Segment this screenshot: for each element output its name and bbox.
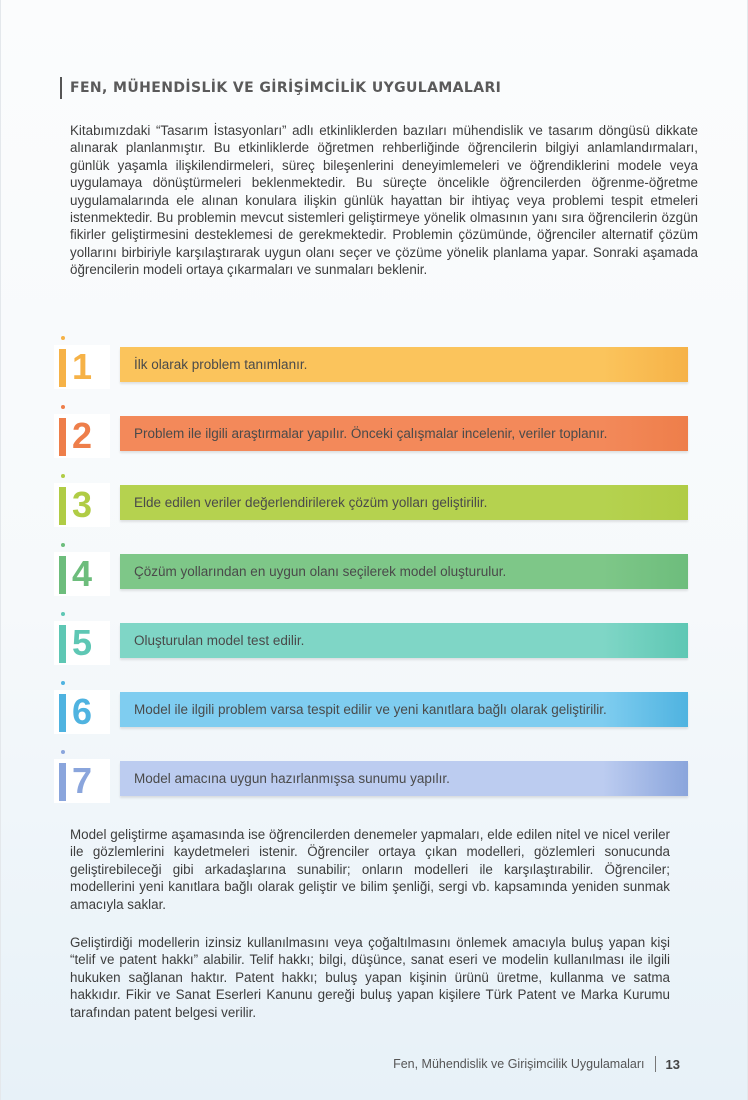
step-bar: Model amacına uygun hazırlanmışsa sunumu yapılır. [120, 761, 688, 796]
step-accent [59, 556, 66, 594]
step-bar: İlk olarak problem tanımlanır. [120, 347, 688, 382]
step-3 [48, 476, 690, 536]
step-number: 6 [71, 691, 93, 732]
step-dot [61, 474, 65, 478]
step-dot [61, 405, 65, 409]
step-7 [48, 752, 690, 812]
step-dot [61, 750, 65, 754]
step-1 [48, 338, 690, 398]
step-accent [59, 763, 66, 801]
step-accent [59, 418, 66, 456]
step-bar: Problem ile ilgili araştırmalar yapılır. Önceki çalışmalar incelenir, veriler toplanır. [120, 416, 688, 451]
step-2 [48, 407, 690, 467]
step-number: 3 [71, 484, 93, 525]
heading-bar [60, 77, 62, 99]
step-bar: Elde edilen veriler değerlendirilerek çözüm yolları geliştirilir. [120, 485, 688, 520]
page-number: 13 [665, 1056, 680, 1072]
footer-title: Fen, Mühendislik ve Girişimcilik Uygulamaları [393, 1057, 645, 1071]
step-number: 7 [71, 760, 93, 801]
step-bar: Çözüm yollarından en uygun olanı seçilerek model oluşturulur. [120, 554, 688, 589]
step-number: 1 [71, 346, 93, 387]
step-dot [61, 336, 65, 340]
step-4 [48, 545, 690, 605]
step-bar: Oluşturulan model test edilir. [120, 623, 688, 658]
heading-text: FEN, MÜHENDİSLİK VE GİRİŞİMCİLİK UYGULAMALARI [70, 80, 502, 96]
step-dot [61, 681, 65, 685]
outro-paragraph-2: Geliştirdiği modellerin izinsiz kullanılmasını veya çoğaltılmasını önlemek amacıyla buluş yapan kişi “telif ve patent hakkı” alabilir. Telif hakkı; bilgi, düşünce, sanat eseri ve modelin kullanılması ile ilgili hukuken sağlanan haktır. Patent hakkı; buluş yapan kişinin ürünü üretme, kullanma ve satma hakkıdır. Fikir ve Sanat Eserleri Kanunu gereği buluş yapan kişilere Türk Patent ve Marka Kurumu tarafından patent belgesi verilir. [70, 935, 670, 1020]
step-accent [59, 694, 66, 732]
step-accent [59, 487, 66, 525]
step-accent [59, 349, 66, 387]
footer-separator [655, 1056, 656, 1072]
intro-paragraph: Kitabımızdaki “Tasarım İstasyonları” adlı etkinliklerden bazıları mühendislik ve tasarım döngüsü dikkate alınarak planlanmıştır. Bu etkinliklerde öğretmen rehberliğinde öğrencilerin bilgiyi anlamlandırmaları, günlük yaşamla ilişkilendirmeleri, süreç bileşenlerini deneyimlemeleri ve öğrendiklerini modele veya uygulamaya dönüştürmeleri beklenmektedir. Bu süreçte öncelikle öğrencilerden öğrenme-öğretme uygulamalarında ele alınan konulara ilişkin günlük hayattan bir ihtiyaç veya problemi tespit etmeleri istenmektedir. Bu problemin mevcut sistemleri geliştirmeye yönelik olmasının yanı sıra öğrencilerin özgün fikirler geliştirmesini desteklemesi de gerekmektedir. Problemin çözümünde, öğrenciler alternatif çözüm yollarını birbiriyle karşılaştırarak uygun olanı seçer ve çözüme yönelik planlama yapar. Sonraki aşamada öğrencilerin modeli ortaya çıkarmaları ve sunmaları beklenir. [70, 123, 698, 278]
step-number: 2 [71, 415, 93, 456]
section-heading [60, 77, 501, 99]
step-accent [59, 625, 66, 663]
step-number: 4 [71, 553, 93, 594]
step-number: 5 [71, 622, 93, 663]
step-dot [61, 612, 65, 616]
page-footer [393, 1056, 680, 1072]
step-6 [48, 683, 690, 743]
step-5 [48, 614, 690, 674]
outro-paragraph-1: Model geliştirme aşamasında ise öğrencilerden denemeler yapmaları, elde edilen nitel ve nicel veriler ile gözlemlerini kaydetmeleri istenir. Öğrenciler ortaya çıkan modelleri, gözlemleri sonucunda geliştirebileceği gibi arkadaşlarına sunabilir; onların modelleri ile karşılaştırabilir. Öğrenciler; modellerini yeni kanıtlara bağlı olarak geliştir ve bilim şenliği, sergi vb. kapsamında yeniden sunmak amacıyla saklar. [70, 827, 670, 912]
step-bar: Model ile ilgili problem varsa tespit edilir ve yeni kanıtlara bağlı olarak geliştirilir. [120, 692, 688, 727]
step-dot [61, 543, 65, 547]
